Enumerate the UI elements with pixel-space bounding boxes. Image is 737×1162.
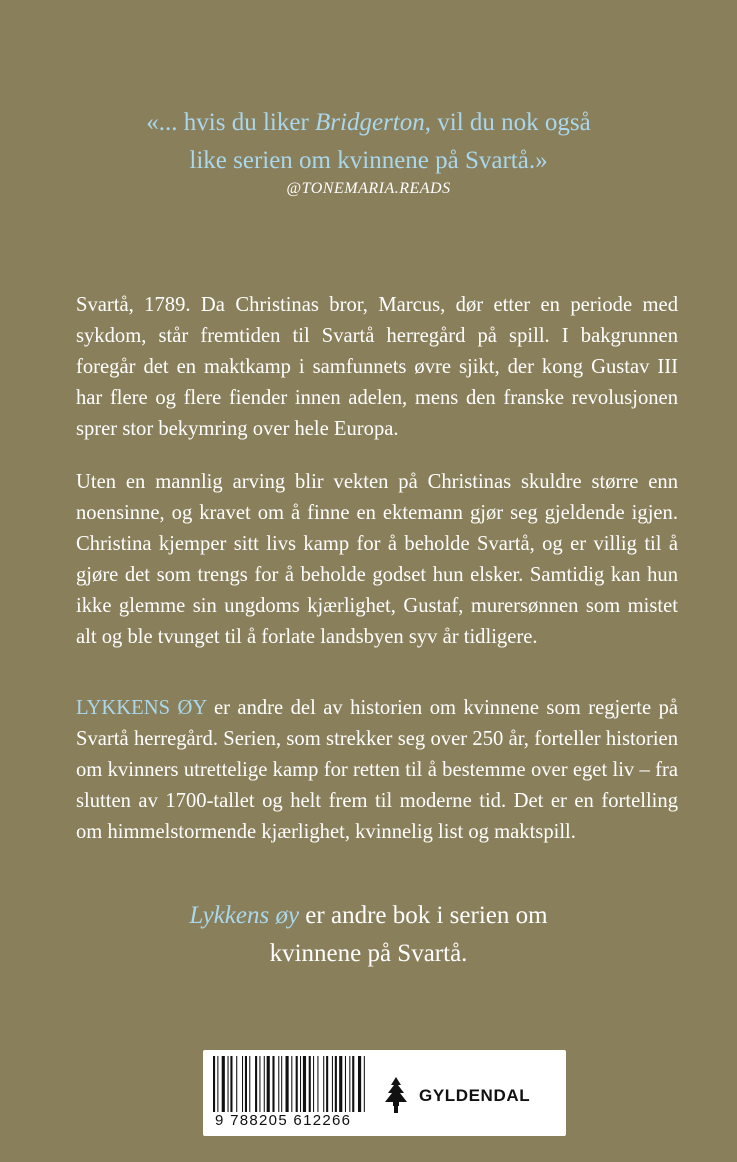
barcode-bar xyxy=(358,1056,361,1112)
barcode-bar xyxy=(264,1056,265,1112)
series-note-line-2: kvinnene på Svartå. xyxy=(269,940,468,967)
publisher-name: GYLDENDAL xyxy=(419,1086,531,1105)
book-title-caps: LYKKENS ØY xyxy=(76,697,207,719)
barcode-bar xyxy=(249,1056,250,1112)
series-book-title: Lykkens øy xyxy=(189,902,300,929)
barcode-bar xyxy=(339,1056,342,1112)
barcode-bar xyxy=(259,1056,260,1112)
barcode-bar xyxy=(267,1056,270,1112)
barcode-bar xyxy=(326,1056,328,1112)
description-paragraph-1: Svartå, 1789. Da Christinas bror, Marcus, dør etter en periode med sykdom, står fremtiden til Svartå herregård på spill. I bakgrunnen foregår det en maktkamp i samfunnets øvre sjikt, der kong Gustav III har flere og flere fiender innen adelen, mens den franske revolusjonen sprer stor bekymring over hele Europa. xyxy=(76,294,678,440)
barcode-bar xyxy=(217,1056,218,1112)
barcode-bar xyxy=(222,1056,225,1112)
quote-book-title: Bridgerton xyxy=(315,109,425,136)
series-note xyxy=(0,897,737,973)
quote-line-1: «... hvis du liker Bridgerton, vil du nok også xyxy=(146,109,591,136)
description-paragraph-2: Uten en mannlig arving blir vekten på Christinas skuldre større enn noensinne, og kravet om å finne en ektemann gjør seg gjeldende igjen. Christina kjemper sitt livs kamp for å beholde Svartå, og er villig til å gjøre det som trengs for å beholde godset hun elsker. Samtidig kan hun ikke glemme sin ungdoms kjærlighet, Gustaf, murersønnen som mistet alt og ble tvunget til å forlate landsbyen syv år tidligere. xyxy=(76,471,678,648)
barcode-bar xyxy=(236,1056,237,1112)
barcode-bar xyxy=(335,1056,337,1112)
quote-line-2: like serien om kvinnene på Svartå.» xyxy=(189,147,548,174)
barcode-bar xyxy=(286,1056,289,1112)
barcode-bar xyxy=(296,1056,298,1112)
barcode-bar xyxy=(309,1056,311,1112)
barcode-bar xyxy=(213,1056,215,1112)
quote-source: @TONEMARIA.READS xyxy=(286,180,451,197)
barcode-panel xyxy=(203,1050,566,1136)
isbn-number: 9 788205 612266 xyxy=(215,1112,352,1129)
barcode-bar xyxy=(352,1056,354,1112)
barcode-bar xyxy=(245,1056,247,1112)
barcode-bar xyxy=(255,1056,257,1112)
barcode-bar xyxy=(303,1056,306,1112)
barcode-bar xyxy=(364,1056,365,1112)
barcode-bar xyxy=(242,1056,243,1112)
barcode-bar xyxy=(272,1056,274,1112)
barcode-bar xyxy=(300,1056,301,1112)
barcode-bar xyxy=(291,1056,292,1112)
barcode-bar xyxy=(332,1056,333,1112)
barcode-bar xyxy=(349,1056,350,1112)
barcode-bar xyxy=(313,1056,314,1112)
description-paragraph-3: LYKKENS ØY er andre del av historien om kvinnene som regjerte på Svartå herregård. Serien, som strekker seg over 250 år, forteller historien om kvinners utrettelige kamp for retten til å bestemme over eget liv – fra slutten av 1700-tallet og helt frem til moderne tid. Det er en fortelling om himmelstormende kjærlighet, kvinnelig list og maktspill. xyxy=(76,697,679,843)
barcode-bar xyxy=(278,1056,279,1112)
barcode-bar xyxy=(281,1056,282,1112)
barcode-bar xyxy=(345,1056,346,1112)
barcode-bar xyxy=(230,1056,232,1112)
publisher-logo xyxy=(381,1074,530,1118)
barcode-bar xyxy=(228,1056,229,1112)
series-note-line-1: Lykkens øy er andre bok i serien om xyxy=(189,902,548,929)
tree-icon xyxy=(381,1076,411,1116)
barcode-bar xyxy=(323,1056,324,1112)
barcode-bar xyxy=(317,1056,318,1112)
blurb-quote xyxy=(0,104,737,180)
